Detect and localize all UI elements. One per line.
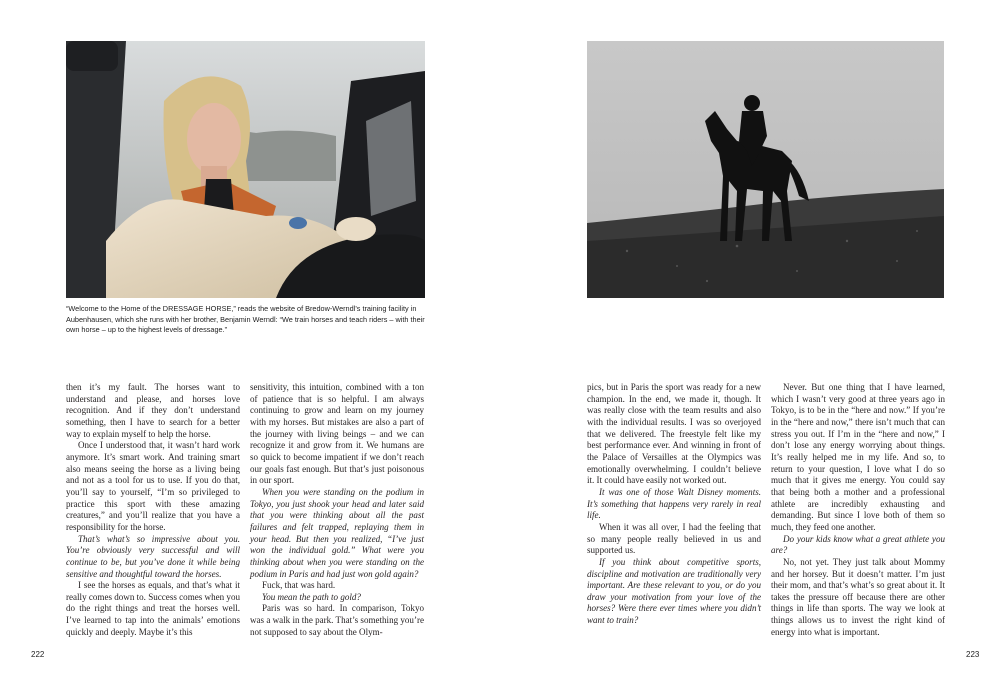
text-column-2 (250, 382, 424, 638)
paragraph: I see the horses as equals, and that’s what it really comes down to. Success comes when you do the right things and treat the horses well. I’ve learned to tap into the animals’ emotions quickly and deeply. Maybe it’s this (66, 580, 240, 637)
paragraph: Once I understood that, it wasn’t hard work anymore. It’s smart work. And training smart also means seeing the horse as a living being and not as a tool for us to use. If you do that, you’ll say to yourself, “I’m so privileged to practice this sport with these amazing creatures,” and you’ll realize that you have a responsibility for the horse. (66, 440, 240, 532)
paragraph: then it’s my fault. The horses want to understand and please, and horses love recognition. And if they don’t understand something, then I have to search for a better way to explain myself to help the horse. (66, 382, 240, 439)
photo-caption: “Welcome to the Home of the DRESSAGE HORSE,” reads the website of Bredow-Werndl’s training facility in Aubenhausen, which she runs with her brother, Benjamin Werndl: “We train horses and teach riders – with their own horse – up to the highest levels of dressage.” (66, 304, 425, 335)
text-column-1 (66, 382, 240, 638)
text-column-4 (771, 382, 945, 638)
photo-rider-silhouette (587, 41, 944, 298)
question-paragraph: You mean the path to gold? (262, 591, 361, 602)
page-number-left: 222 (31, 650, 45, 659)
paragraph: No, not yet. They just talk about Mommy and her horsey. But it doesn’t matter. I’m just their mom, and that’s what’s so great about it. It takes the pressure off because there are other things in life than sports. The way we look at things allows us to invest the right kind of energy into what is important. (771, 556, 945, 637)
paragraph: sensitivity, this intuition, combined with a ton of patience that is so helpful. I am always continuing to grow and learn on my journey with my horses. But mistakes are also a part of the journey with living beings – and we can recognize it and grow from it. We humans are so quick to become impatient if we don’t reach our goals fast enough. But that’s just poisonous in our sport. (250, 382, 424, 486)
paragraph: When it was all over, I had the feeling that so many people really believed in us and supported us. (587, 521, 761, 556)
paragraph: pics, but in Paris the sport was ready for a new champion. In the end, we made it, though. It was really close with the team results and also with the individual results. I was so overjoyed that we delivered. The freestyle felt like my best performance ever. And winning in front of the Palace of Versailles at the Olympics was emotionally overwhelming. I couldn’t believe it. It could have easily not worked out. (587, 382, 761, 486)
photo-rider-silhouette-image (587, 41, 944, 298)
question-paragraph: It was one of those Walt Disney moments. It’s something that happens very rarely in real life. (587, 486, 761, 521)
paragraph: Paris was so hard. In comparison, Tokyo was a walk in the park. That’s something you’re not supposed to say about the Olym- (250, 603, 424, 637)
question-paragraph: When you were standing on the podium in Tokyo, you just shook your head and later said that you were thinking about all the past failures and felt trapped, replaying them in your head. But then you realized, “I’ve just won the individual gold.” What were you thinking about when you were standing on the podium in Paris and had just won gold again? (250, 486, 424, 579)
photo-woman-driving-image (66, 41, 425, 298)
paragraph: Fuck, that was hard. (262, 580, 336, 591)
text-column-3 (587, 382, 761, 627)
question-paragraph: That’s what’s so impressive about you. You’re obviously very successful and will continue to be, but you’ve done it while being sensitive and thoughtful toward the horses. (66, 533, 240, 579)
question-paragraph: If you think about competitive sports, discipline and motivation are traditionally very important. Are these relevant to you, or do you draw your motivation from your love of the horses? Were there ever times where you didn’t want to train? (587, 556, 761, 626)
photo-woman-driving (66, 41, 425, 298)
paragraph: Never. But one thing that I have learned, which I wasn’t very good at three years ago in Tokyo, is to be in the “here and now.” If you’re in the “here and now,” there isn’t much that can stress you out. If I’m in the “here and now,” I don’t lose any energy worrying about things. It’s really helped me in my life. And so, to return to your question, I love what I do so much that it gives me energy. You could say that being both a mother and a professional athlete are incredibly exhausting and demanding. But since I love both of them so much, they feed one another. (771, 382, 945, 532)
page-number-right: 223 (966, 650, 980, 659)
question-paragraph: Do your kids know what a great athlete you are? (771, 533, 945, 556)
